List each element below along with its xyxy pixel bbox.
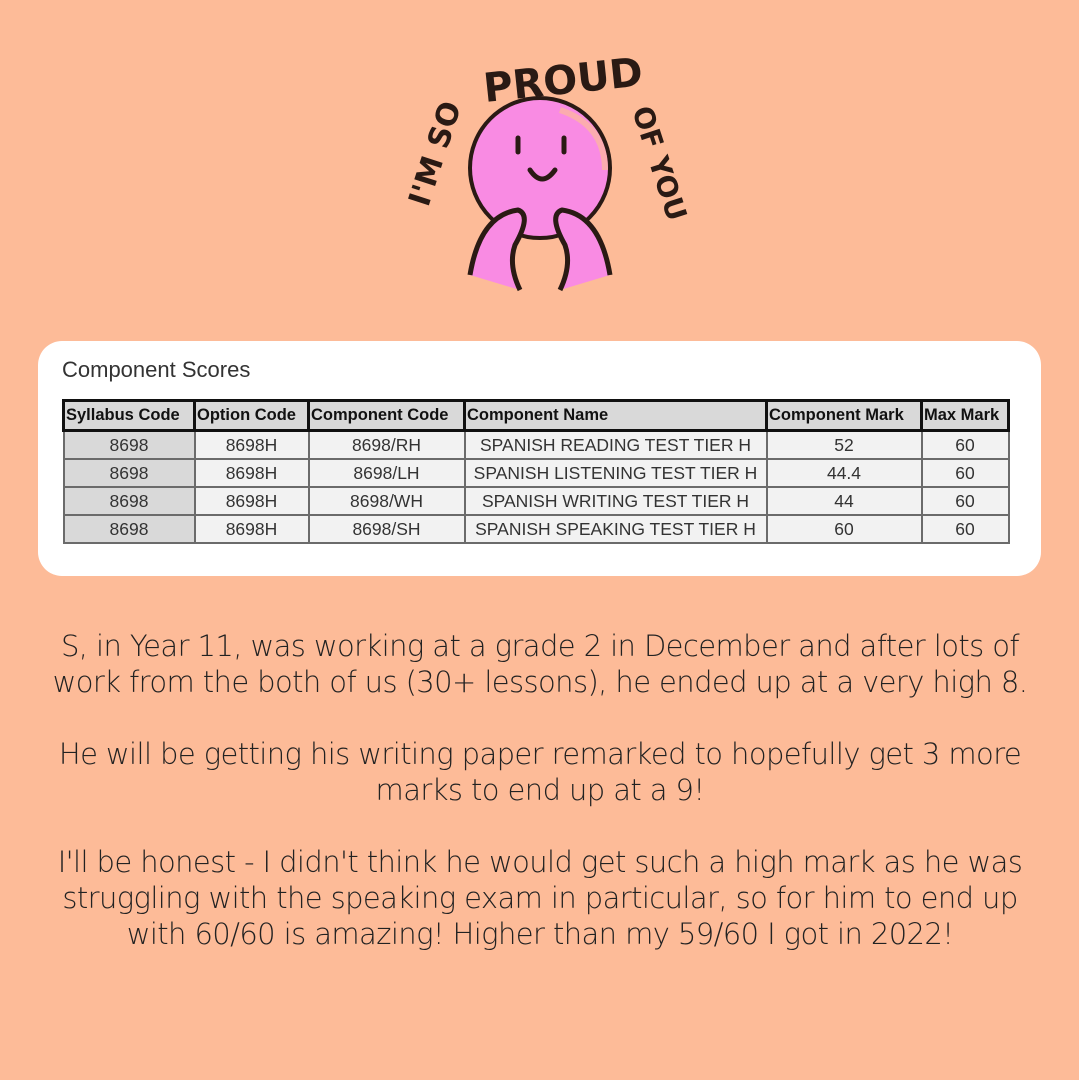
cell-component-code: 8698/SH [309, 515, 465, 543]
column-header: Syllabus Code [64, 401, 195, 431]
cell-option-code: 8698H [195, 487, 309, 515]
message-paragraph: S, in Year 11, was working at a grade 2 in December and after lots of work from the both of us (30+ lessons), he ended up at a very high 8. [52, 629, 1028, 699]
column-header: Component Mark [767, 401, 922, 431]
cell-component-mark: 44 [767, 487, 922, 515]
cell-syllabus-code: 8698 [64, 515, 195, 543]
table-row [64, 487, 1009, 515]
cell-syllabus-code: 8698 [64, 487, 195, 515]
cell-component-mark: 52 [767, 431, 922, 460]
table-row [64, 515, 1009, 543]
cell-option-code: 8698H [195, 431, 309, 460]
cell-component-code: 8698/WH [309, 487, 465, 515]
column-header: Component Name [465, 401, 767, 431]
column-header: Max Mark [922, 401, 1009, 431]
cell-component-mark: 44.4 [767, 459, 922, 487]
cell-component-name: SPANISH READING TEST TIER H [465, 431, 767, 460]
message-paragraph: He will be getting his writing paper remarked to hopefully get 3 more marks to end up at a 9! [58, 737, 1022, 807]
column-header: Option Code [195, 401, 309, 431]
cell-component-mark: 60 [767, 515, 922, 543]
card-title: Component Scores [62, 357, 251, 382]
message-paragraph: I'll be honest - I didn't think he would get such a high mark as he was struggling with the speaking exam in particular, so for him to end up with 60/60 is amazing! Higher than my 59/60 I got in 2022! [57, 845, 1023, 951]
scores-table [62, 399, 1010, 544]
column-header: Component Code [309, 401, 465, 431]
table-header-row [64, 401, 1009, 431]
cell-syllabus-code: 8698 [64, 431, 195, 460]
sticker-text-left: I'M SO [402, 97, 469, 211]
cell-component-code: 8698/LH [309, 459, 465, 487]
cell-max-mark: 60 [922, 487, 1009, 515]
cell-component-name: SPANISH LISTENING TEST TIER H [465, 459, 767, 487]
testimonial-message [40, 628, 1040, 988]
cell-syllabus-code: 8698 [64, 459, 195, 487]
cell-component-name: SPANISH WRITING TEST TIER H [465, 487, 767, 515]
sticker-text-top: PROUD [481, 49, 645, 112]
cell-component-code: 8698/RH [309, 431, 465, 460]
cell-option-code: 8698H [195, 515, 309, 543]
cell-max-mark: 60 [922, 515, 1009, 543]
smiling-character-icon [400, 40, 694, 310]
cell-max-mark: 60 [922, 431, 1009, 460]
component-scores-card [38, 341, 1041, 576]
cell-option-code: 8698H [195, 459, 309, 487]
sticker-text-right: OF YOU [625, 101, 694, 225]
table-row [64, 431, 1009, 460]
proud-of-you-sticker [400, 40, 694, 310]
cell-max-mark: 60 [922, 459, 1009, 487]
cell-component-name: SPANISH SPEAKING TEST TIER H [465, 515, 767, 543]
table-row [64, 459, 1009, 487]
